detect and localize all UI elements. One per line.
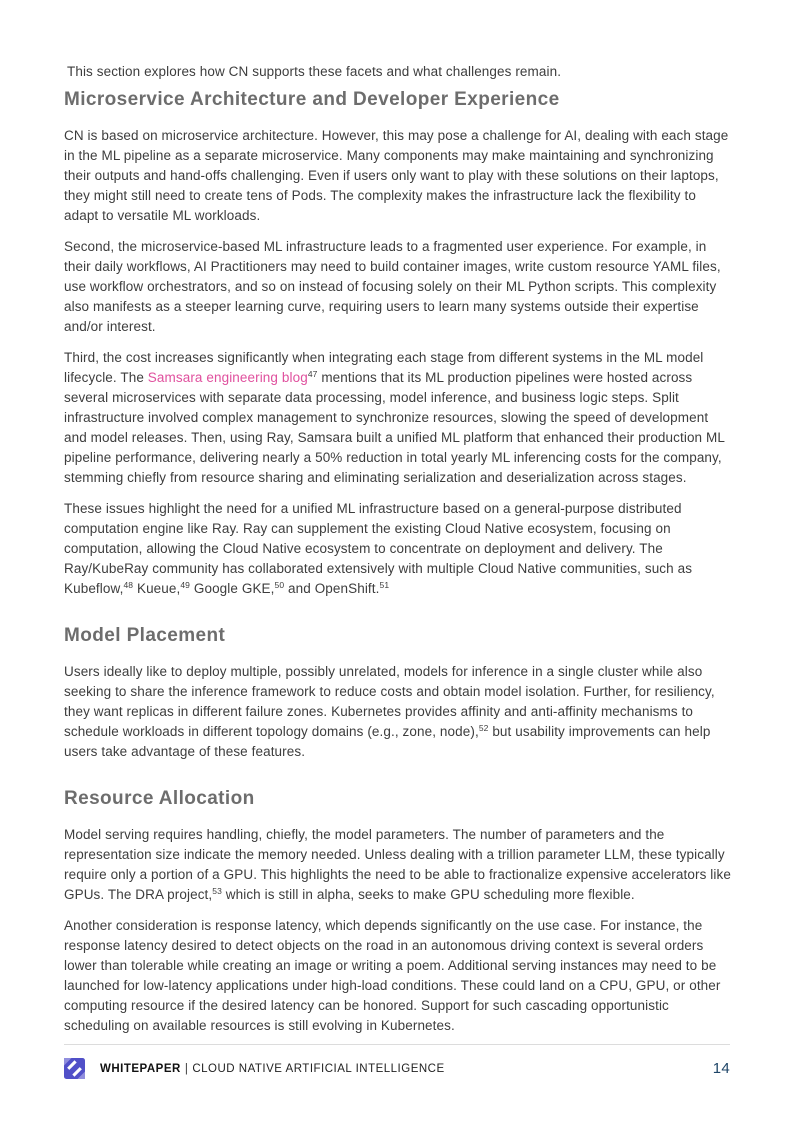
text-run: mentions that its ML production pipelines were hosted across several microservices with separate data processing, model inference, and business logic steps. Split infrastructure involved complex management to synchronize resources, slowing the speed of development and model releases. Then, using Ray, Samsara built a unified ML platform that enhanced their production ML pipeline performance, delivering nearly a 50% reduction in total yearly ML inferencing costs for the company, stemming chiefly from resource sharing and eliminating serialization and deserialization across stages. [64, 370, 725, 485]
footer-document-title: CLOUD NATIVE ARTIFICIAL INTELLIGENCE [192, 1062, 445, 1075]
text-run: Kueue, [133, 581, 181, 596]
text-run: and OpenShift. [284, 581, 380, 596]
intro-sentence: This section explores how CN supports these facets and what challenges remain. [67, 64, 562, 79]
text-run: which is still in alpha, seeks to make GPU scheduling more flexible. [221, 887, 635, 902]
page-footer [64, 1044, 730, 1079]
citation-53: 53 [212, 886, 222, 896]
paragraph-cost-samsara [64, 348, 731, 488]
paragraph-response-latency [64, 916, 731, 1036]
text-run: Second, the microservice-based ML infrastructure leads to a fragmented user experience. For example, in their daily workflows, AI Practitioners may need to build container images, write custom resource YAML files, use workflow orchestrators, and so on instead of focusing solely on their ML Python scripts. This complexity also manifests as a steeper learning curve, requiring users to learn many systems outside their expertise and/or interest. [64, 239, 721, 334]
citation-48: 48 [123, 580, 134, 590]
text-run: Model serving requires handling, chiefly, the model parameters. The number of parameters and the representation size indicate the memory needed. Unless dealing with a trillion parameter LLM, these typically require only a portion of a GPU. This highlights the need to be able to fractionalize expensive accelerators like GPUs. The DRA project, [64, 827, 731, 902]
footer-brand-label: WHITEPAPER [100, 1062, 181, 1075]
footer-separator: | [184, 1062, 189, 1075]
cncf-logo-icon [64, 1058, 85, 1079]
text-run: Another consideration is response latency, which depends significantly on the use case. For instance, the response latency desired to detect objects on the road in an autonomous driving context is several orders lower than tolerable while creating an image or writing a poem. Additional serving instances may need to be launched for low-latency applications under high-load conditions. These could land on a CPU, GPU, or other computing resource if the desired latency can be honored. Support for such cascading opportunistic scheduling on available resources is still evolving in Kubernetes. [64, 918, 721, 1033]
citation-52: 52 [478, 723, 489, 733]
section-heading-resource-allocation: Resource Allocation [64, 788, 255, 809]
citation-49: 49 [180, 580, 191, 590]
text-run: but usability improvements can help users take advantage of these features. [64, 724, 711, 759]
citation-47: 47 [307, 369, 318, 379]
page-number: 14 [712, 1060, 730, 1077]
paragraph-cn-microservice [64, 126, 731, 226]
paragraph-fragmented-experience [64, 237, 731, 337]
page-content [64, 62, 731, 1047]
text-run: Third, the cost increases significantly when integrating each stage from different systems in the ML model lifecycle. The [64, 350, 704, 385]
text-run: Users ideally like to deploy multiple, possibly unrelated, models for inference in a single cluster while also seeking to share the inference framework to reduce costs and obtain model isolation. Further, for resiliency, they want replicas in different failure zones. Kubernetes provides affinity and anti-affinity mechanisms to schedule workloads in different topology domains (e.g., zone, node), [64, 664, 715, 739]
citation-51: 51 [379, 580, 390, 590]
paragraph-unified-ml-ray [64, 499, 731, 599]
samsara-engineering-blog-link[interactable]: Samsara engineering blog [147, 370, 308, 385]
paragraph-model-placement [64, 662, 731, 762]
citation-50: 50 [274, 580, 285, 590]
text-run: Google GKE, [190, 581, 275, 596]
section-heading-microservice-architecture: Microservice Architecture and Developer Experience [64, 89, 560, 110]
footer-text [100, 1063, 445, 1075]
text-run: CN is based on microservice architecture. However, this may pose a challenge for AI, dealing with each stage in the ML pipeline as a separate microservice. Many components may make maintaining and synchronizing their outputs and hand-offs challenging. Even if users only want to play with these solutions on their laptops, they might still need to create tens of Pods. The complexity makes the infrastructure lack the flexibility to adapt to versatile ML workloads. [64, 128, 729, 223]
text-run: These issues highlight the need for a unified ML infrastructure based on a general-purpose distributed computation engine like Ray. Ray can supplement the existing Cloud Native ecosystem, focusing on computation, allowing the Cloud Native ecosystem to concentrate on deployment and delivery. The Ray/KubeRay community has collaborated extensively with multiple Cloud Native communities, such as Kubeflow, [64, 501, 693, 596]
paragraph-model-serving-dra [64, 825, 731, 905]
section-heading-model-placement: Model Placement [64, 625, 226, 646]
